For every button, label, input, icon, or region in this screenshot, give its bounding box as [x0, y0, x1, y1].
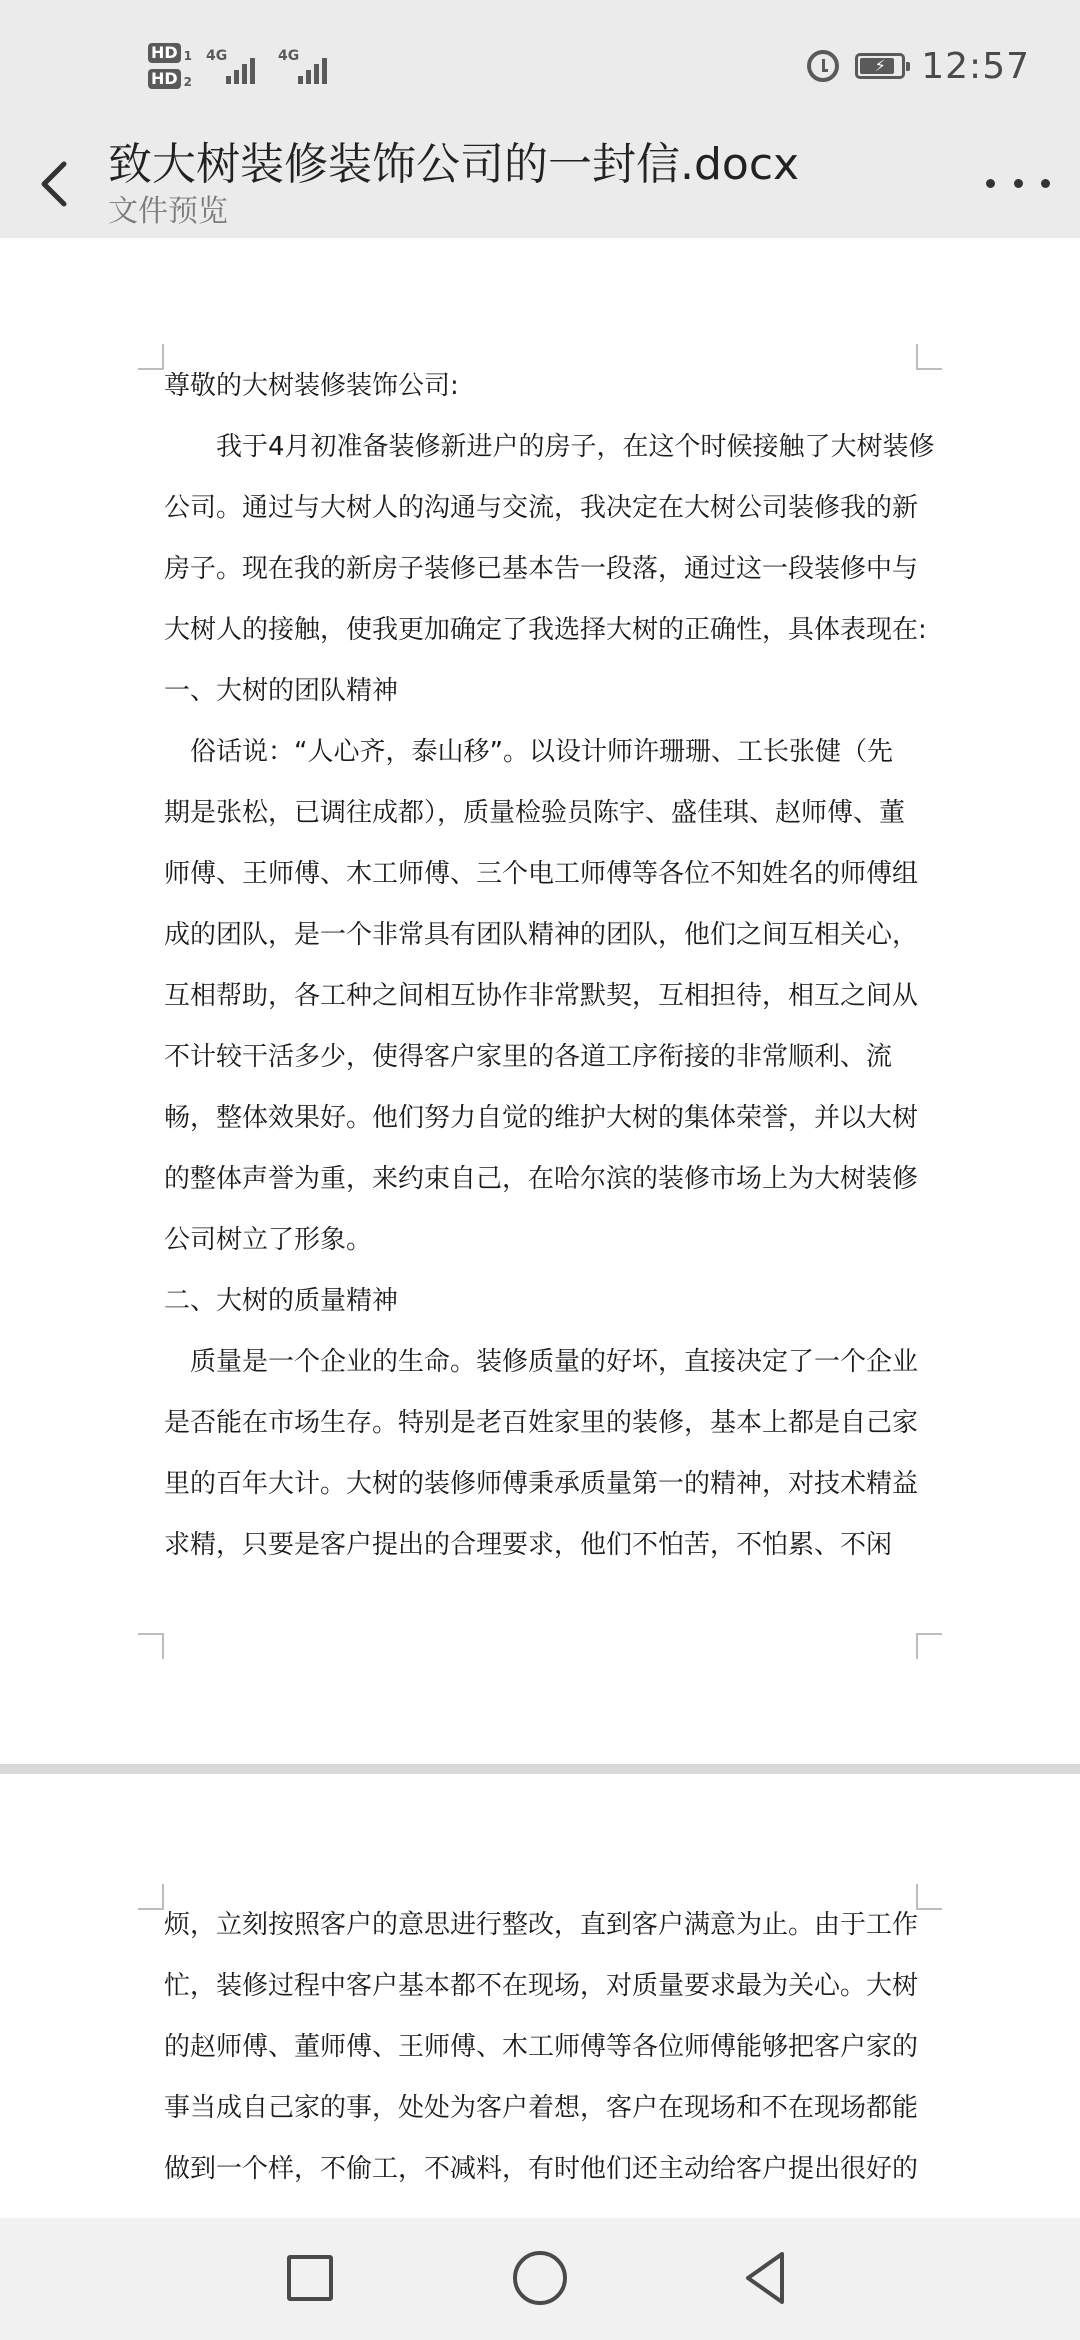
page-corner-mark [138, 1633, 164, 1659]
document-line: 是否能在市场生存。特别是老百姓家里的装修，基本上都是自己家 [164, 1408, 919, 1438]
document-line: 质量是一个企业的生命。装修质量的好坏，直接决定了一个企业 [164, 1347, 919, 1377]
document-preview[interactable] [0, 238, 1080, 2218]
document-line: 一、大树的团队精神 [164, 676, 399, 706]
document-line: 公司树立了形象。 [164, 1225, 373, 1255]
document-page-1 [0, 238, 1080, 1764]
document-page-2 [0, 1774, 1080, 2218]
document-line: 的赵师傅、董师傅、王师傅、木工师傅等各位师傅能够把客户家的 [164, 2032, 919, 2062]
more-horizontal-icon [986, 179, 995, 188]
document-line: 烦，立刻按照客户的意思进行整改，直到客户满意为止。由于工作 [164, 1910, 919, 1940]
document-line: 公司。通过与大树人的沟通与交流，我决定在大树公司装修我的新 [164, 493, 919, 523]
page-1-text [164, 356, 935, 1576]
nav-back-button[interactable] [738, 2248, 798, 2308]
document-line: 二、大树的质量精神 [164, 1286, 399, 1316]
file-preview-label: 文件预览 [108, 194, 228, 229]
document-line: 互相帮助，各工种之间相互协作非常默契，互相担待，相互之间从 [164, 981, 919, 1011]
page-corner-mark [916, 1633, 942, 1659]
alarm-icon [807, 50, 839, 82]
document-line: 师傅、王师傅、木工师傅、三个电工师傅等各位不知姓名的师傅组 [164, 859, 919, 889]
file-title: 致大树装修装饰公司的一封信.docx [108, 139, 800, 190]
page-2-text [164, 1895, 919, 2200]
square-icon [287, 2255, 333, 2301]
document-line: 期是张松，已调往成都），质量检验员陈宇、盛佳琪、赵师傅、董 [164, 798, 906, 828]
recents-button[interactable] [280, 2248, 340, 2308]
document-line: 成的团队，是一个非常具有团队精神的团队，他们之间互相关心， [164, 920, 919, 950]
document-line: 不计较干活多少，使得客户家里的各道工序衔接的非常顺利、流 [164, 1042, 893, 1072]
document-line: 我于4月初准备装修新进户的房子，在这个时候接触了大树装修 [164, 432, 935, 462]
page-separator [0, 1764, 1080, 1774]
system-nav-bar [0, 2218, 1080, 2340]
document-line: 畅，整体效果好。他们努力自觉的维护大树的集体荣誉，并以大树 [164, 1103, 919, 1133]
hd-badge-2-sub: 2 [183, 75, 193, 89]
hd-indicators [148, 43, 192, 89]
signal-1-icon: 4G [206, 44, 264, 88]
app-header [0, 128, 1080, 238]
status-bar [0, 0, 1080, 128]
hd-badge-2: HD [148, 69, 181, 89]
document-line: 做到一个样，不偷工，不减料，有时他们还主动给客户提出很好的 [164, 2154, 919, 2184]
document-line: 尊敬的大树装修装饰公司: [164, 371, 459, 401]
hd-badge-1: HD [148, 43, 181, 63]
page-corner-mark [916, 1884, 942, 1910]
triangle-back-icon [738, 2248, 798, 2308]
back-button[interactable] [30, 146, 80, 216]
document-line: 求精，只要是客户提出的合理要求，他们不怕苦，不怕累、不闲 [164, 1530, 893, 1560]
document-line: 房子。现在我的新房子装修已基本告一段落，通过这一段装修中与 [164, 554, 919, 584]
circle-icon [513, 2251, 567, 2305]
more-options-button[interactable] [986, 158, 1050, 208]
home-button[interactable] [510, 2248, 570, 2308]
status-right [807, 40, 1030, 92]
hd-badge-1-sub: 1 [183, 49, 193, 63]
document-line: 的整体声誉为重，来约束自己，在哈尔滨的装修市场上为大树装修 [164, 1164, 919, 1194]
document-line: 忙，装修过程中客户基本都不在现场，对质量要求最为关心。大树 [164, 1971, 919, 2001]
chevron-left-icon [30, 146, 80, 216]
battery-charging-icon: ⚡ [855, 53, 905, 79]
page-corner-mark [138, 1884, 164, 1910]
page-corner-mark [916, 344, 942, 370]
page-corner-mark [138, 344, 164, 370]
network-indicators [148, 36, 336, 96]
signal-2-icon: 4G [278, 44, 336, 88]
clock: 12:57 [921, 45, 1030, 87]
document-line: 里的百年大计。大树的装修师傅秉承质量第一的精神，对技术精益 [164, 1469, 919, 1499]
document-line: 俗话说：“人心齐，泰山移”。以设计师许珊珊、工长张健（先 [164, 737, 893, 767]
document-line: 大树人的接触，使我更加确定了我选择大树的正确性，具体表现在: [164, 615, 927, 645]
document-line: 事当成自己家的事，处处为客户着想，客户在现场和不在现场都能 [164, 2093, 919, 2123]
